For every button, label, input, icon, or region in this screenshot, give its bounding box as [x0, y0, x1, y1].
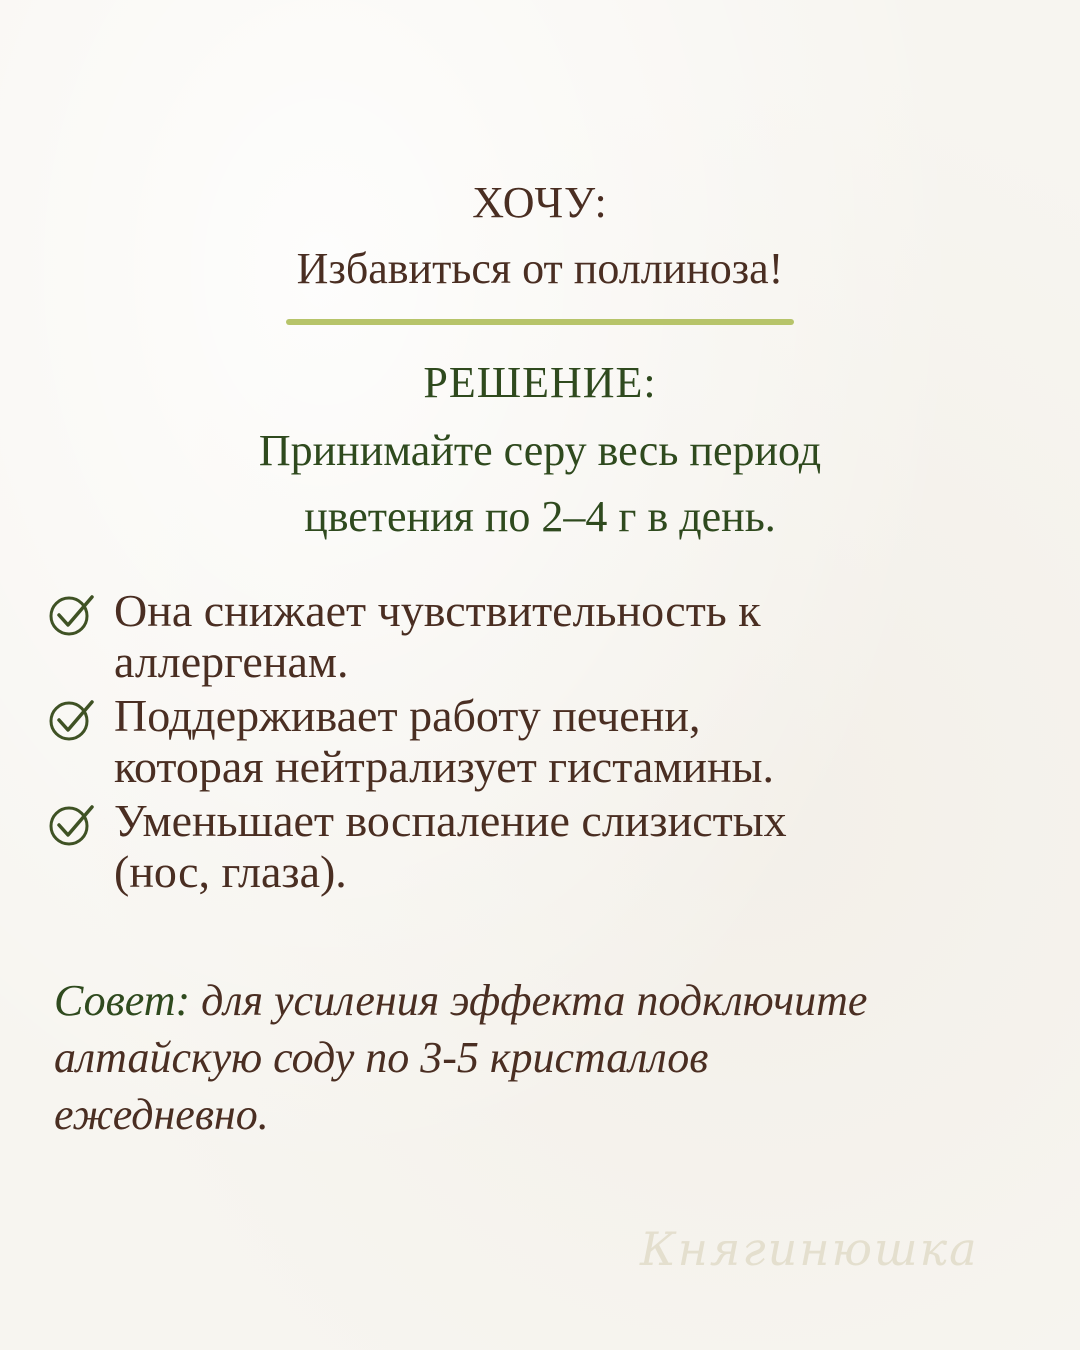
divider-line [286, 319, 794, 325]
want-text: Избавиться от поллиноза! [296, 244, 784, 293]
advice-text-1: для усиления эффекта подключите [201, 976, 868, 1025]
check-circle-icon [46, 696, 100, 742]
advice-line-2: алтайскую соду по 3-5 кристаллов [54, 1033, 709, 1082]
advice-label: Совет: [54, 976, 191, 1025]
want-heading: ХОЧУ: [472, 178, 608, 227]
benefit-line-2: аллергенам. [114, 636, 349, 687]
benefit-line-1: Она снижает чувствительность к [114, 585, 761, 636]
benefits-list [46, 585, 1046, 900]
solution-line-2: цветения по 2–4 г в день. [304, 492, 776, 541]
check-circle-icon [46, 801, 100, 847]
benefit-item [46, 585, 1046, 687]
benefit-item [46, 690, 1046, 792]
check-circle-icon [46, 591, 100, 637]
signature-watermark: Княгинюшка [640, 1222, 979, 1276]
advice-line-3: ежедневно. [54, 1090, 269, 1139]
solution-heading: РЕШЕНИЕ: [423, 358, 657, 407]
solution-line-1: Принимайте серу весь период [258, 426, 822, 475]
benefit-line-2: (нос, глаза). [114, 846, 347, 897]
advice-block [54, 972, 1054, 1143]
benefit-line-1: Уменьшает воспаление слизистых [114, 795, 787, 846]
benefit-item [46, 795, 1046, 897]
benefit-line-1: Поддерживает работу печени, [114, 690, 701, 741]
advice-line-1 [54, 972, 1054, 1029]
benefit-line-2: которая нейтрализует гистамины. [114, 741, 775, 792]
